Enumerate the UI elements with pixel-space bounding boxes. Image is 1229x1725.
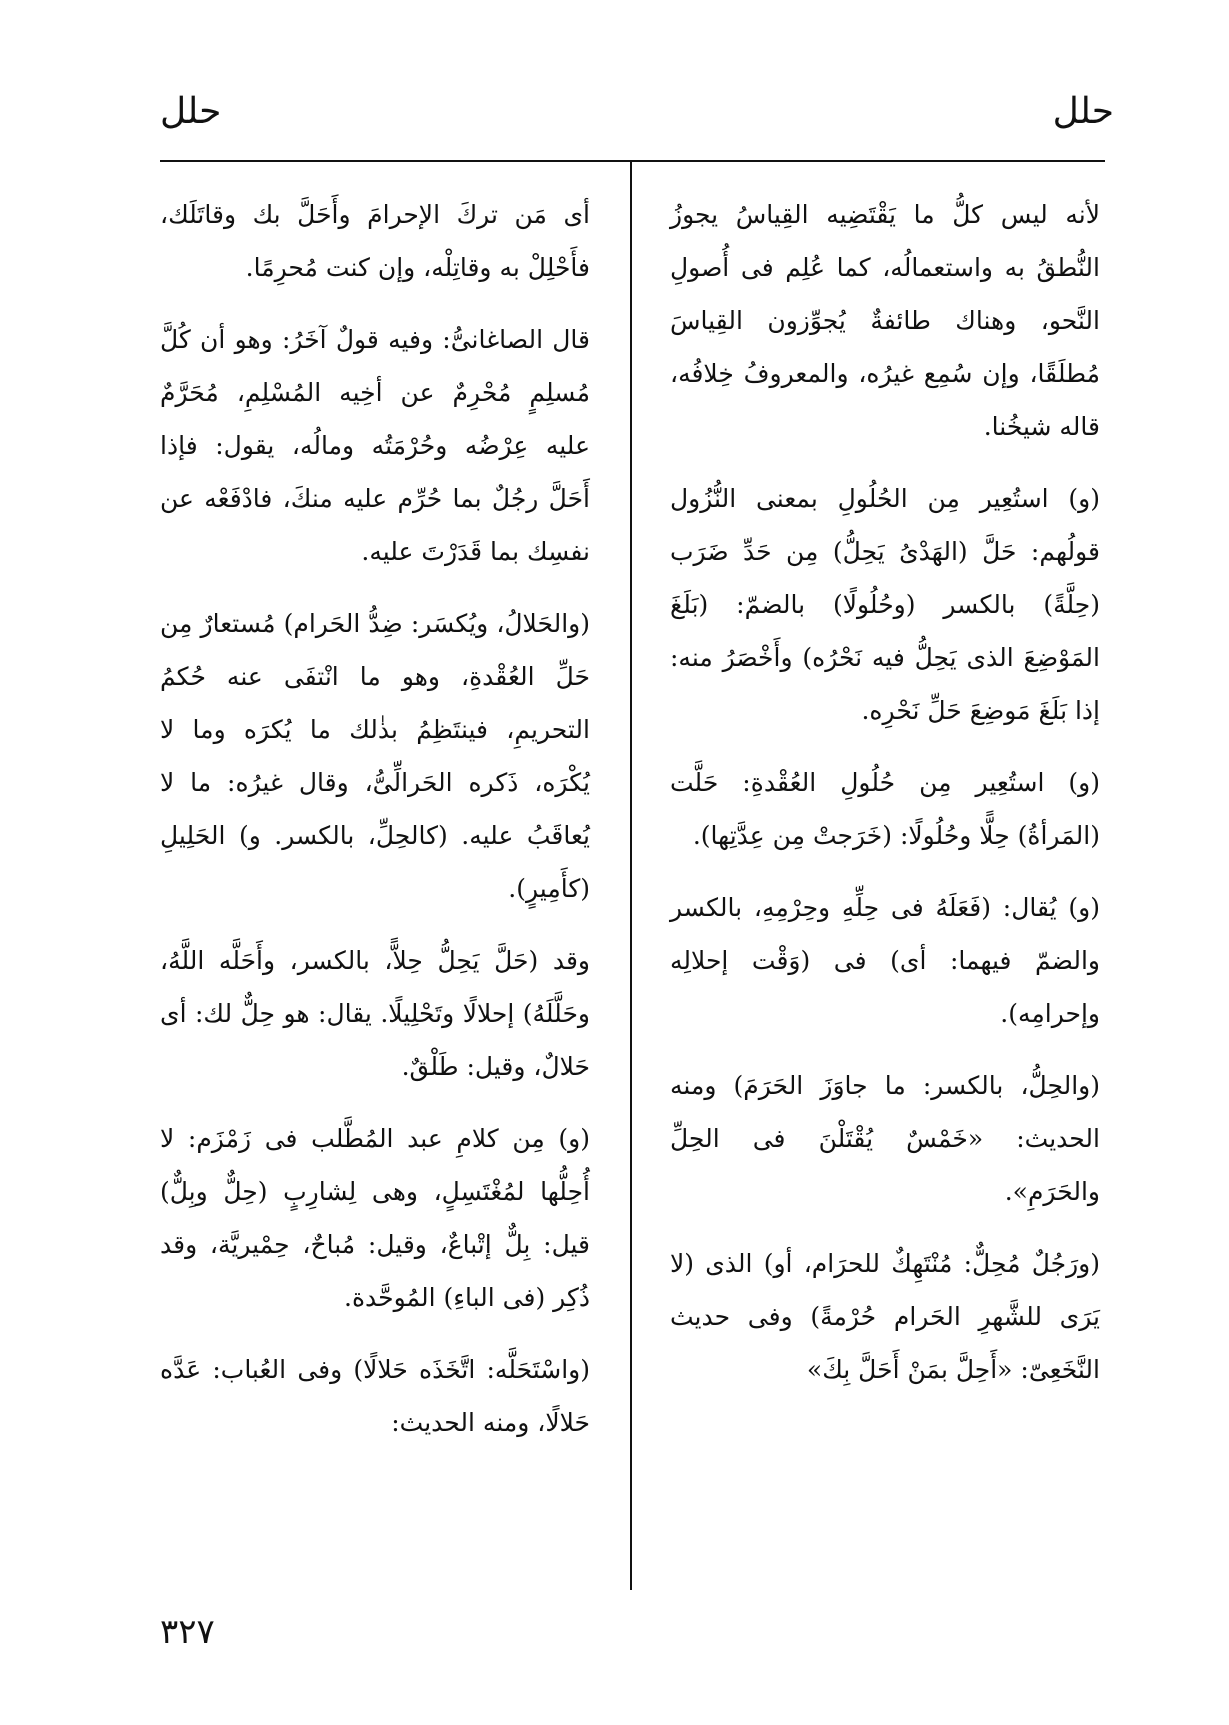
paragraph: (واسْتَحَلَّه: اتَّخَذَه حَلالًا) وفى العُباب: عَدَّه حَلالًا، ومنه الحديث: — [160, 1355, 590, 1437]
paragraph: (والحِلُّ، بالكسر: ما جاوَزَ الحَرَمَ) ومنه الحديث: «خَمْسٌ يُقْتَلْنَ فى الحِلِّ والحَرَمِ». — [670, 1071, 1100, 1206]
paragraph: (و) استُعِير مِن الحُلُولِ بمعنى النُّزُول قولُهم: حَلَّ (الهَدْىُ يَحِلُّ) مِن حَدِّ ضَرَب (حِلَّةً) بالكسر (وحُلُولًا) بالضمّ: (بَلَغَ المَوْضِعَ الذى يَحِلُّ فيه نَحْرُه) وأَخْصَرُ منه: إذا بَلَغَ مَوضِعَ حَلِّ نَحْرِه. — [670, 484, 1100, 725]
paragraph: وقد (حَلَّ يَحِلُّ حِلاًّ، بالكسر، وأَحَلَّه اللَّهُ، وحَلَّلَهُ) إحلالًا وتَحْلِيلًا. يقال: هو حِلٌّ لك: أى حَلالٌ، وقيل: طَلْقٌ. — [160, 946, 590, 1081]
paragraph: (والحَلالُ، ويُكسَر: ضِدُّ الحَرام) مُستعارٌ مِن حَلِّ العُقْدةِ، وهو ما انْتفَى عنه حُكمُ التحريمِ، فينتَظِمُ بذٰلك ما يُكرَه وما لا يُكْرَه، ذَكره الحَرالِّىُّ، وقال غيرُه: ما لا يُعاقَبُ عليه. (كالحِلِّ، بالكسر. و) الحَلِيلِ (كأَمِيرٍ). — [160, 609, 590, 903]
paragraph: (و) مِن كلامِ عبد المُطَّلب فى زَمْزَم: لا أُحِلُّها لمُغْتَسِلٍ، وهى لِشارِبٍ (حِلٌّ وبِلٌّ) قيل: بِلٌّ إتْباعٌ، وقيل: مُباحٌ، حِمْيريَّة، وقد ذُكِر (فى الباءِ) المُوحَّدة. — [160, 1124, 590, 1312]
paragraph: أى مَن تركَ الإحرامَ وأَحَلَّ بك وقاتَلَك، فأَحْلِلْ به وقاتِلْه، وإن كنت مُحرِمًا. — [160, 200, 590, 282]
paragraph: (ورَجُلٌ مُحِلٌّ: مُنْتَهِكٌ للحرَام، أو) الذى (لا يَرَى للشَّهرِ الحَرام حُرْمةً) وفى حديث النَّخَعِىّ: «أَحِلَّ بمَنْ أَحَلَّ بِكَ» — [670, 1249, 1100, 1384]
page-number: ٣٢٧ — [160, 1612, 215, 1652]
paragraph: لأنه ليس كلُّ ما يَقْتَضِيه القِياسُ يجوزُ النُّطقُ به واستعمالُه، كما عُلِم فى أُصولِ النَّحو، وهناك طائفةٌ يُجوِّزون القِياسَ مُطلَقًا، وإن سُمِع غيرُه، والمعروفُ خِلافُه، قاله شيخُنا. — [670, 200, 1100, 441]
paragraph: (و) يُقال: (فَعَلَهُ فى حِلِّهِ وحِرْمِهِ، بالكسر والضمّ فيهما: أى) فى (وَقْت إحلالِه وإحرامِه). — [670, 893, 1100, 1028]
left-column — [160, 188, 590, 1468]
running-head-left: حلل — [160, 91, 222, 132]
paragraph: قال الصاغانىُّ: وفيه قولٌ آخَرُ: وهو أن كُلَّ مُسلِمٍ مُحْرِمٌ عن أخِيه المُسْلِمِ، مُحَرَّمٌ عليه عِرْضُه وحُرْمَتُه ومالُه، يقول: فإذا أَحَلَّ رجُلٌ بما حُرِّم عليه منكَ، فادْفَعْه عن نفسِك بما قَدَرْتَ عليه. — [160, 325, 590, 566]
paragraph: (و) استُعِير مِن حُلُولِ العُقْدةِ: حَلَّت (المَرأةُ) حِلًّا وحُلُولًا: (خَرَجتْ مِن عِدَّتِها). — [670, 768, 1100, 850]
right-column — [670, 188, 1100, 1415]
column-divider — [630, 160, 632, 1590]
header-rule — [160, 160, 1105, 162]
running-head-right: حلل — [1052, 91, 1114, 132]
